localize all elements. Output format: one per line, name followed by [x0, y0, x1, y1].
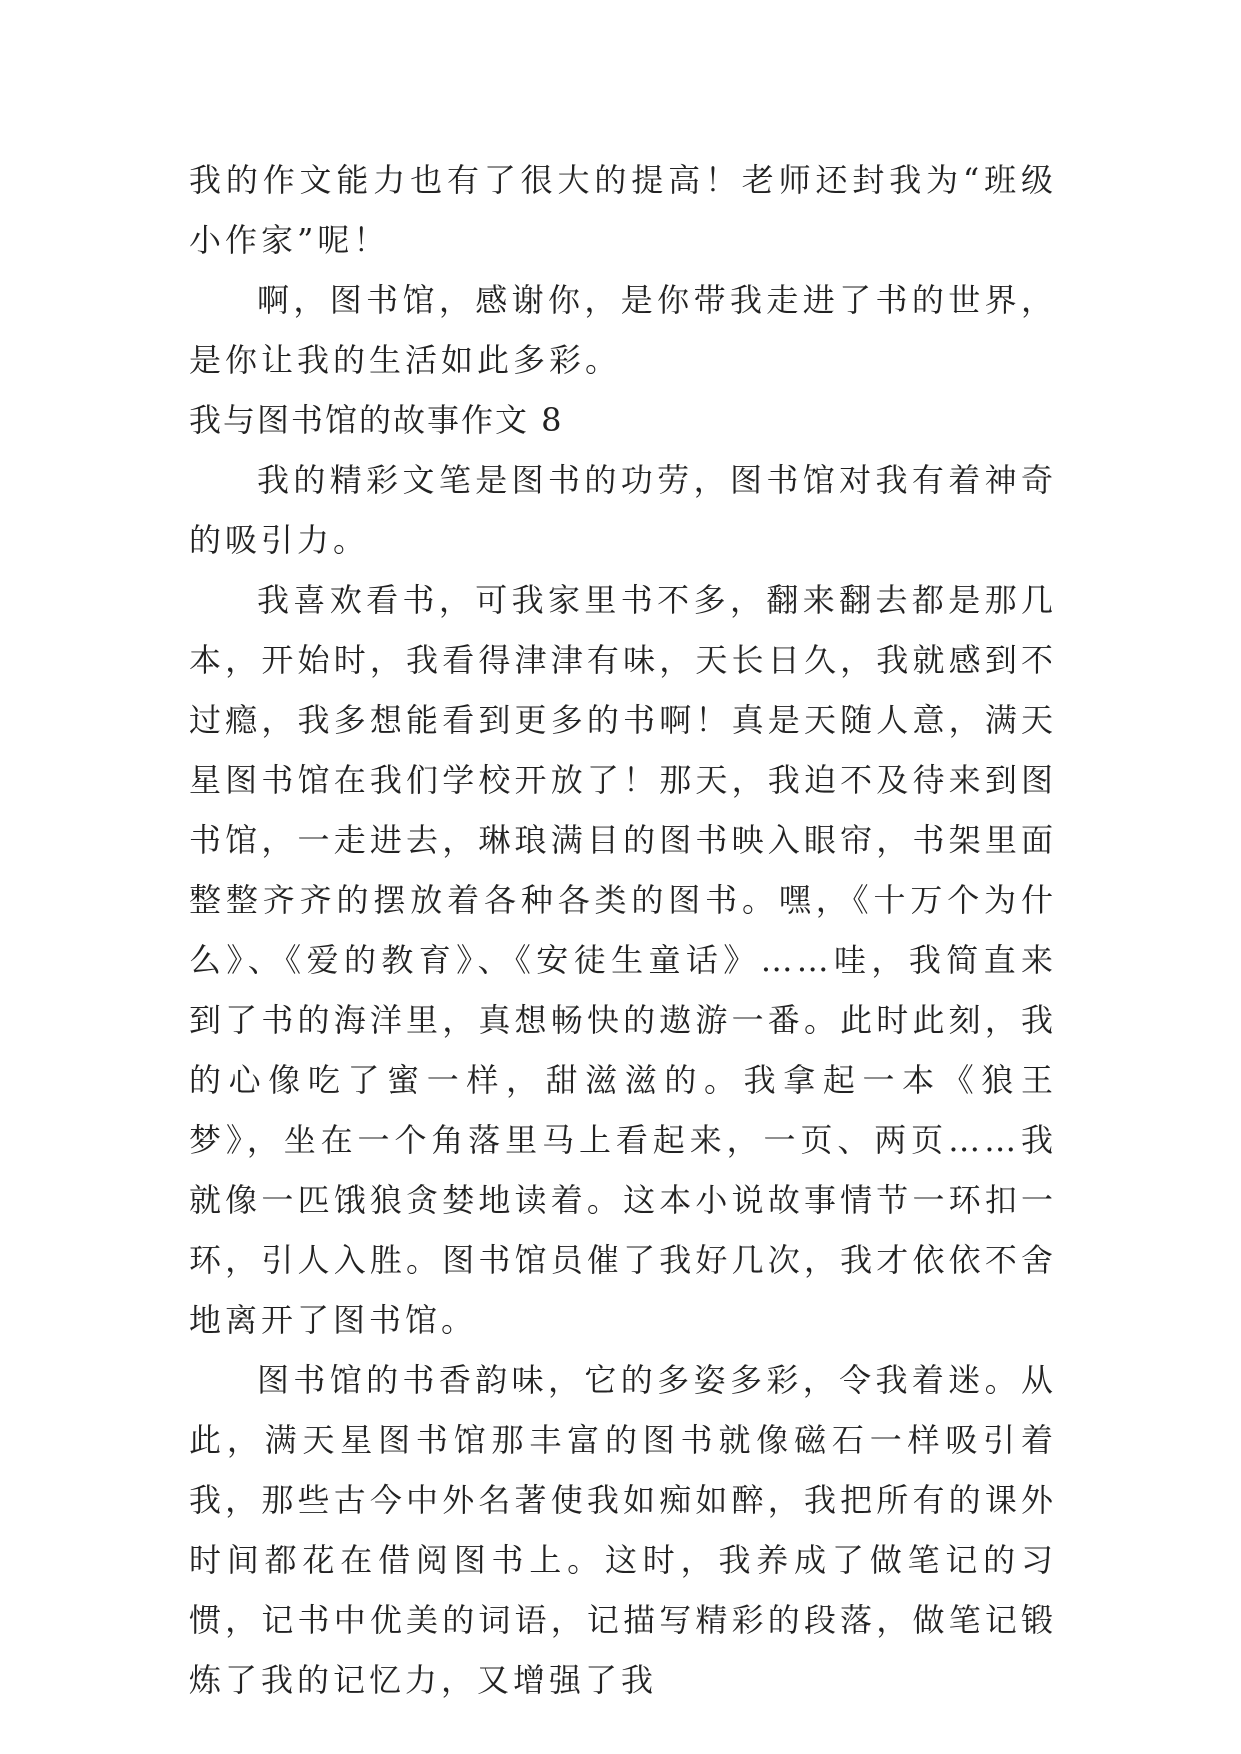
paragraph-5: 图书馆的书香韵味，它的多姿多彩，令我着迷。从此，满天星图书馆那丰富的图书就像磁石一样吸引着我，那些古今中外名著使我如痴如醉，我把所有的课外时间都花在借阅图书上。这时，我养成了做笔记的习惯，记书中优美的词语，记描写精彩的段落，做笔记锻炼了我的记忆力，又增强了我 [189, 1361, 1057, 1699]
paragraph-4: 我喜欢看书，可我家里书不多，翻来翻去都是那几本，开始时，我看得津津有味，天长日久，我就感到不过瘾，我多想能看到更多的书啊！真是天随人意，满天星图书馆在我们学校开放了！那天，我迫不及待来到图书馆，一走进去，琳琅满目的图书映入眼帘，书架里面整整齐齐的摆放着各种各类的图书。嘿，《十万个为什么》、《爱的教育》、《安徒生童话》……哇，我简直来到了书的海洋里，真想畅快的遨游一番。此时此刻，我的心像吃了蜜一样，甜滋滋的。我拿起一本《狼王梦》，坐在一个角落里马上看起来，一页、两页……我就像一匹饿狼贪婪地读着。这本小说故事情节一环扣一环，引人入胜。图书馆员催了我好几次，我才依依不舍地离开了图书馆。 [189, 581, 1057, 1339]
paragraph-3: 我的精彩文笔是图书的功劳，图书馆对我有着神奇的吸引力。 [189, 461, 1057, 559]
paragraph-1: 我的作文能力也有了很大的提高！老师还封我为“班级小作家”呢！ [189, 161, 1057, 259]
section-heading: 我与图书馆的故事作文 8 [189, 401, 564, 439]
paragraph-2: 啊，图书馆，感谢你，是你带我走进了书的世界，是你让我的生活如此多彩。 [189, 281, 1057, 379]
document-body [189, 150, 1057, 1710]
